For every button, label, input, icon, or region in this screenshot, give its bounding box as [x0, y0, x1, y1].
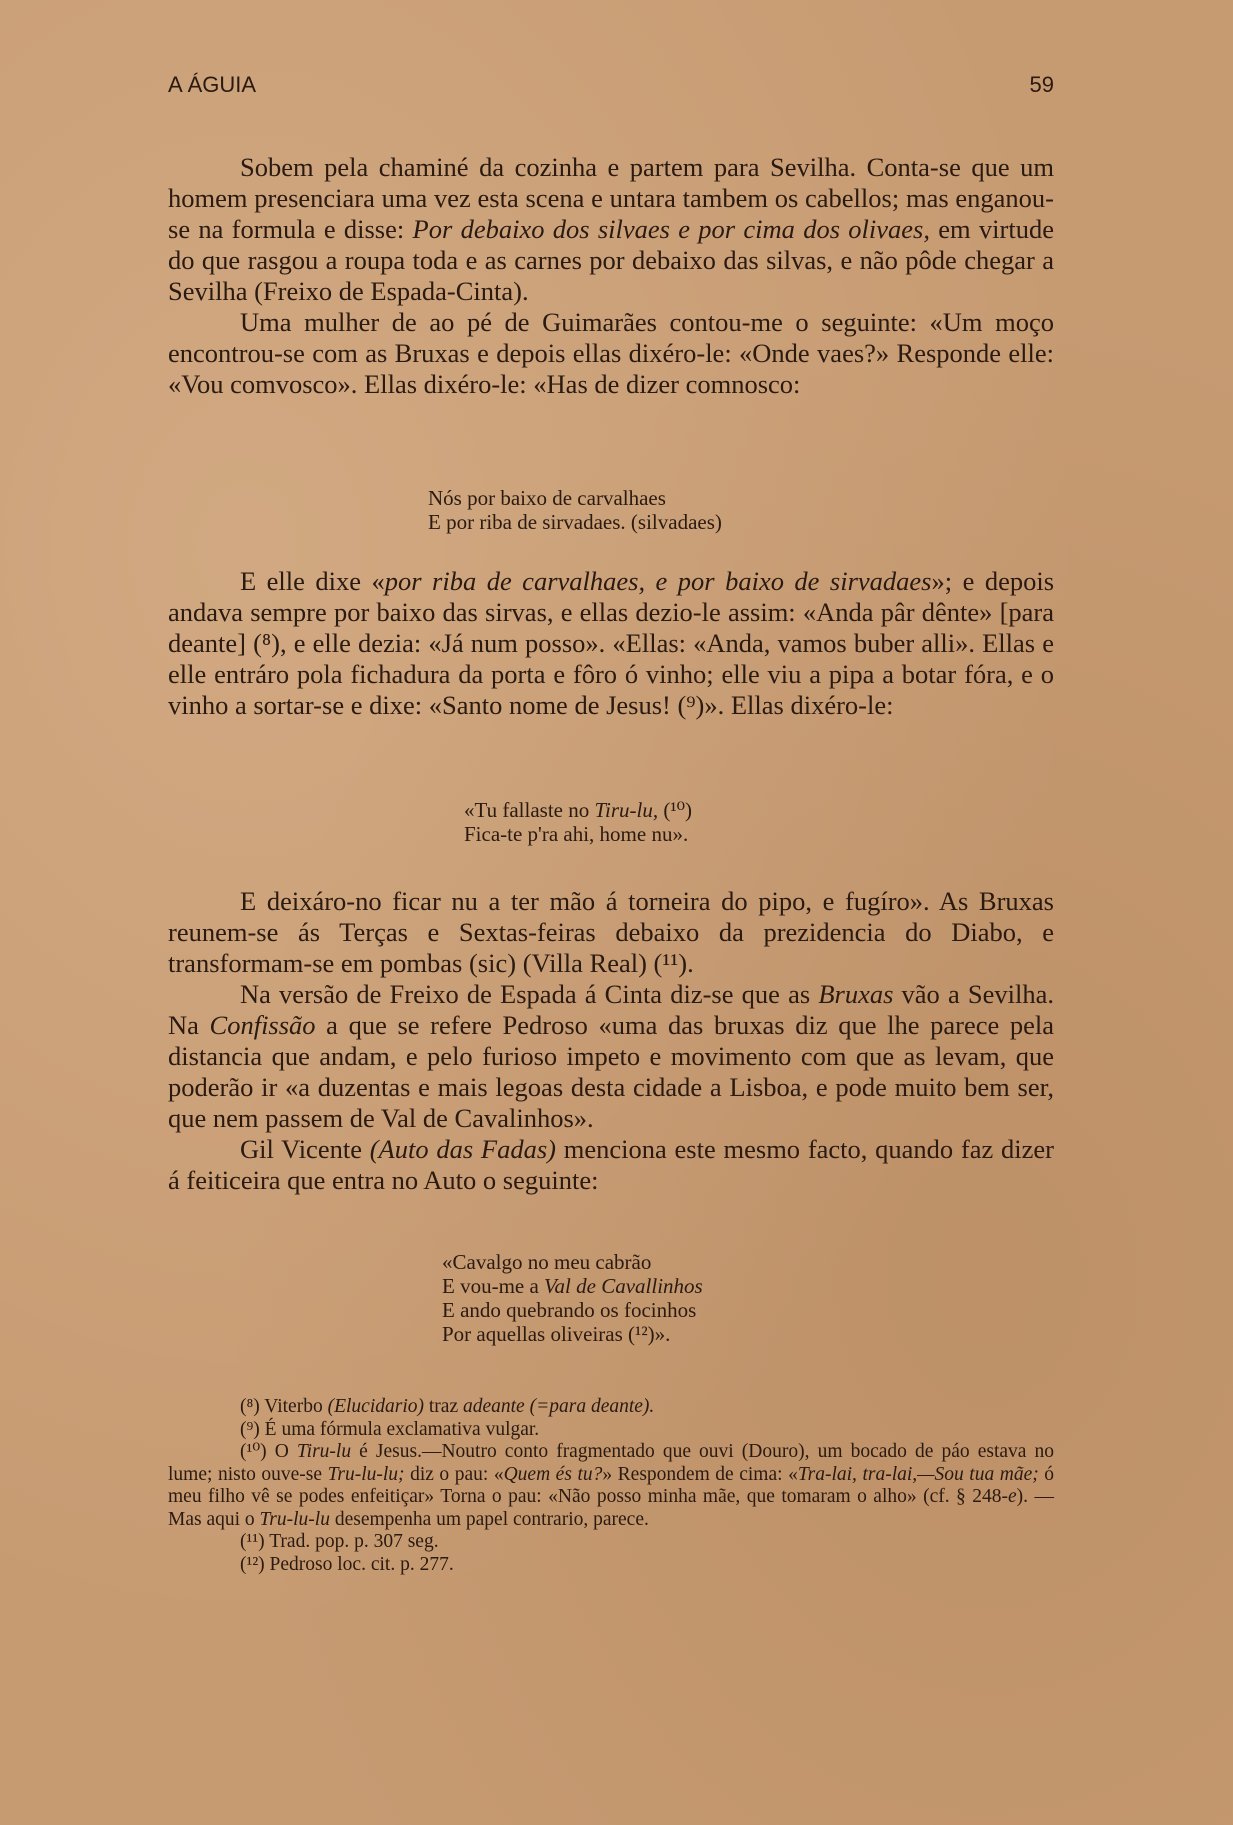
running-title: A ÁGUIA: [168, 72, 257, 97]
verse-2: [464, 798, 692, 846]
footnote-11: (¹¹) Trad. pop. p. 307 seg.: [240, 1531, 439, 1552]
body-text-lower: [168, 886, 1054, 1196]
verse-1: [428, 486, 722, 534]
paragraph-5: Na versão de Freixo de Espada á Cinta diz-se que as Bruxas vão a Sevilha. Na Confissão a que se refere Pedroso «uma das bruxas diz que lhe parece pela distancia que andam, e pelo furioso impeto e movimento com que as levam, que poderão ir «a duzentas e mais legoas desta cidade a Lisboa, e pode muito bem ser, que nem passem de Val de Cavalinhos».: [168, 979, 1054, 1133]
paragraph-1: Sobem pela chaminé da cozinha e partem para Sevilha. Conta-se que um homem presenciara uma vez esta scena e untara tambem os cabellos; mas enganou-se na formula e disse: Por debaixo dos silvaes e por cima dos olivaes, em virtude do que rasgou a roupa toda e as carnes por debaixo das silvas, e não pôde chegar a Sevilha (Freixo de Espada-Cinta).: [168, 152, 1054, 306]
paragraph-2: Uma mulher de ao pé de Guimarães contou-me o seguinte: «Um moço encontrou-se com as Bruxas e depois ellas dixéro-le: «Onde vaes?» Responde elle: «Vou comvosco». Ellas dixéro-le: «Has de dizer comnosco:: [168, 307, 1054, 399]
footnotes: [168, 1396, 1054, 1576]
paragraph-4: E deixáro-no ficar nu a ter mão á torneira do pipo, e fugíro». As Bruxas reunem-se ás Terças e Sextas-feiras debaixo da prezidencia do Diabo, e transformam-se em pombas (sic) (Villa Real) (¹¹).: [168, 886, 1054, 978]
verse-line: «Tu fallaste no Tiru-lu, (¹⁰): [464, 798, 693, 822]
footnote-10: (¹⁰) O Tiru-lu é Jesus.—Noutro conto fragmentado que ouvi (Douro), um bocado de páo estava no lume; nisto ouve-se Tru-lu-lu; diz o pau: «Quem és tu?» Respondem de cima: «Tra-lai, tra-lai,—Sou tua mãe; ó meu filho vê se podes enfeitiçar» Torna o pau: «Não posso minha mãe, que tomaram o alho» (cf. § 248-e). —Mas aqui o Tru-lu-lu desempenha um papel contrario, parece.: [168, 1441, 1055, 1530]
verse-line: «Cavalgo no meu cabrão: [442, 1250, 652, 1274]
page-header: [168, 72, 1054, 102]
verse-line: Nós por baixo de carvalhaes: [428, 486, 666, 510]
body-text-middle: [168, 566, 1054, 721]
paragraph-6: Gil Vicente (Auto das Fadas) menciona este mesmo facto, quando faz dizer á feiticeira que entra no Auto o seguinte:: [168, 1134, 1055, 1195]
verse-line: E ando quebrando os focinhos: [442, 1298, 697, 1322]
verse-line: Por aquellas oliveiras (¹²)».: [442, 1322, 671, 1346]
body-text-top: [168, 152, 1054, 400]
paragraph-3: E elle dixe «por riba de carvalhaes, e por baixo de sirvadaes»; e depois andava sempre por baixo das sirvas, e ellas dezio-le assim: «Anda pâr dênte» [para deante] (⁸), e elle dezia: «Já num posso». «Ellas: «Anda, vamos buber alli». Ellas e elle entráro pola fichadura da porta e fôro ó vinho; elle viu a pipa a botar fóra, e o vinho a sortar-se e dixe: «Santo nome de Jesus! (⁹)». Ellas dixéro-le:: [168, 566, 1055, 720]
verse-3: [442, 1250, 703, 1346]
footnote-8: (⁸) Viterbo (Elucidario) traz adeante (=para deante).: [240, 1396, 655, 1417]
verse-line: Fica-te p'ra ahi, home nu».: [464, 822, 689, 846]
verse-line: E vou-me a Val de Cavallinhos: [442, 1274, 703, 1298]
footnote-9: (⁹) É uma fórmula exclamativa vulgar.: [240, 1418, 540, 1440]
verse-line: E por riba de sirvadaes. (silvadaes): [428, 510, 722, 534]
footnote-12: (¹²) Pedroso loc. cit. p. 277.: [240, 1553, 454, 1575]
page-number: 59: [1029, 72, 1054, 97]
